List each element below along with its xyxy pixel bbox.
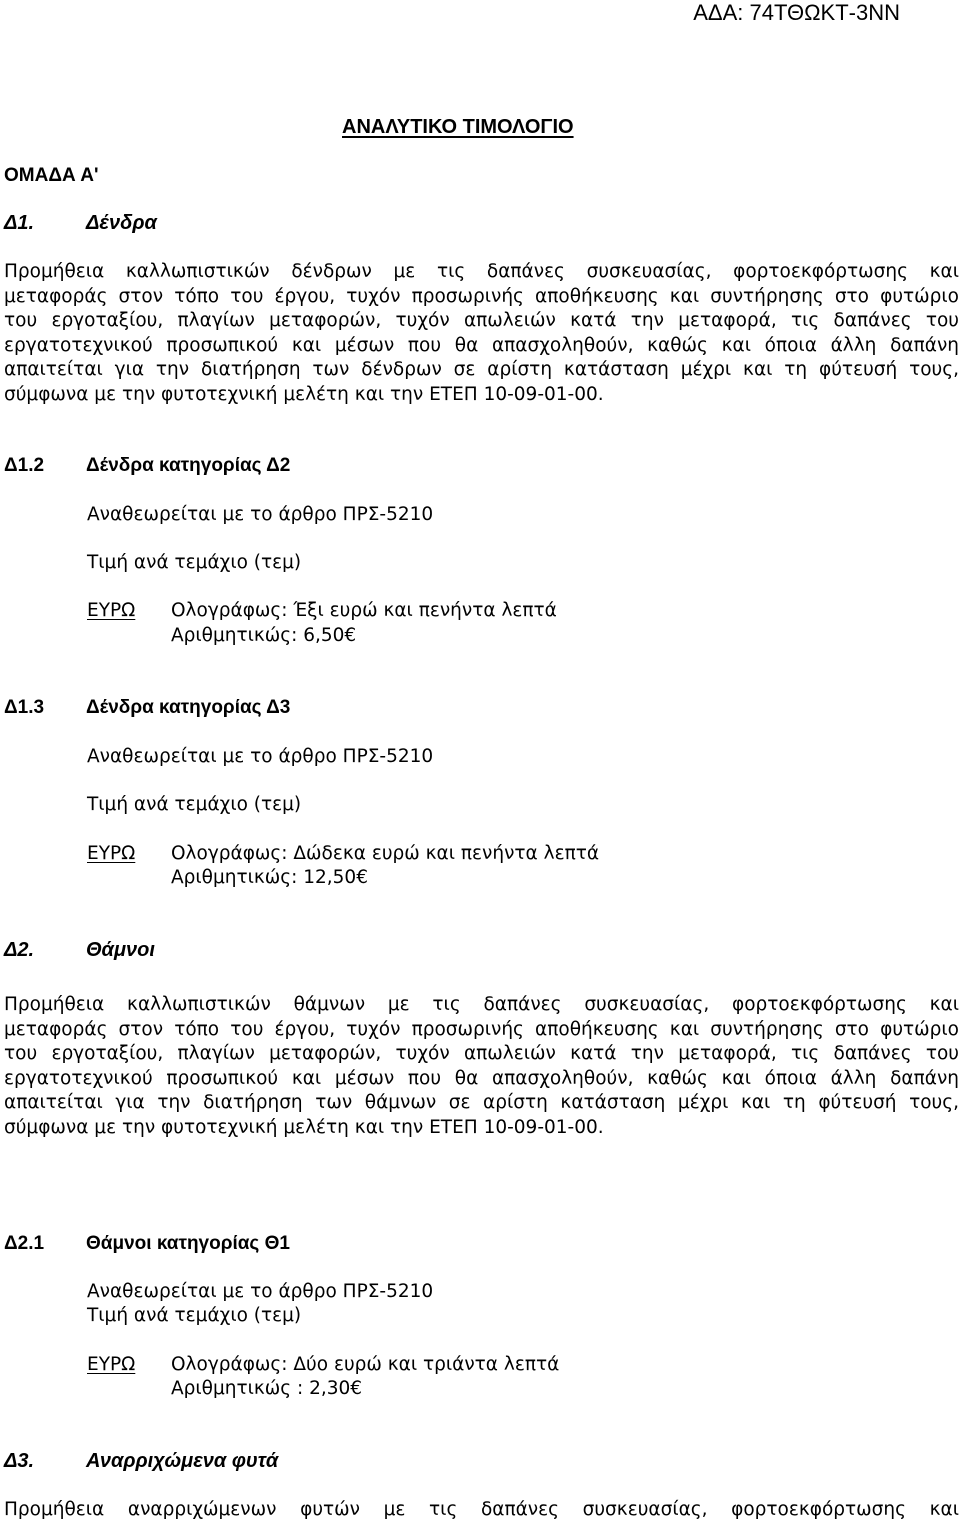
currency-label: ΕΥΡΩ — [87, 600, 136, 621]
group-title: ΟΜΑΔΑ Α' — [4, 165, 99, 186]
item-title: Θάμνοι κατηγορίας Θ1 — [86, 1233, 290, 1254]
description-line: μεταφοράς στον τόπο του έργου, τυχόν προσωρινής αποθήκευσης και συντήρησης στο φυτώριο — [4, 285, 959, 307]
item-number: Δ1.2 — [4, 455, 45, 476]
section-description — [4, 1498, 959, 1523]
description-line: σύμφωνα με την φυτοτεχνική μελέτη και την ΕΤΕΠ 10-09-01-00. — [4, 1116, 604, 1138]
item-unit: Τιμή ανά τεμάχιο (τεμ) — [87, 1305, 302, 1326]
description-line: του εργοταξίου, πλαγίων μεταφορών, τυχόν απωλειών κατά την μεταφορά, τις δαπάνες του — [4, 310, 959, 331]
price-in-words: Ολογράφως: Δώδεκα ευρώ και πενήντα λεπτά — [171, 843, 600, 864]
price-in-numbers: Αριθμητικώς : 2,30€ — [171, 1378, 363, 1399]
item-article: Αναθεωρείται με το άρθρο ΠΡΣ-5210 — [87, 504, 434, 525]
section-title: Δένδρα — [86, 212, 157, 234]
price-in-words: Ολογράφως: Έξι ευρώ και πενήντα λεπτά — [171, 600, 557, 621]
description-line: απαιτείται για την διατήρηση των θάμνων σε αρίστη κατάσταση μέχρι και τη φύτευσή τους, — [4, 1092, 959, 1113]
price-in-words: Ολογράφως: Δύο ευρώ και τριάντα λεπτά — [171, 1354, 560, 1375]
section-title: Θάμνοι — [86, 939, 155, 961]
currency-label: ΕΥΡΩ — [87, 1354, 136, 1375]
description-line: Προμήθεια καλλωπιστικών θάμνων με τις δαπάνες συσκευασίας, φορτοεκφόρτωσης και — [4, 994, 959, 1015]
item-title: Δένδρα κατηγορίας Δ3 — [86, 697, 291, 718]
item-article: Αναθεωρείται με το άρθρο ΠΡΣ-5210 — [87, 746, 434, 767]
description-line: Προμήθεια αναρριχώμενων φυτών με τις δαπάνες συσκευασίας, φορτοεκφόρτωσης και — [4, 1499, 959, 1520]
description-line: εργατοτεχνικού προσωπικού και μέσων που θα απασχοληθούν, καθώς και όποια άλλη δαπάνη — [4, 334, 959, 356]
item-unit: Τιμή ανά τεμάχιο (τεμ) — [87, 552, 302, 573]
section-title: Αναρριχώμενα φυτά — [86, 1450, 279, 1472]
price-in-numbers: Αριθμητικώς: 6,50€ — [171, 625, 357, 646]
description-line: του εργοταξίου, πλαγίων μεταφορών, τυχόν απωλειών κατά την μεταφορά, τις δαπάνες του — [4, 1043, 959, 1064]
section-number: Δ2. — [4, 939, 35, 961]
price-in-numbers: Αριθμητικώς: 12,50€ — [171, 867, 368, 888]
item-title: Δένδρα κατηγορίας Δ2 — [86, 455, 291, 476]
section-number: Δ1. — [4, 212, 35, 234]
currency-label: ΕΥΡΩ — [87, 843, 136, 864]
item-number: Δ2.1 — [4, 1233, 45, 1254]
item-unit: Τιμή ανά τεμάχιο (τεμ) — [87, 794, 302, 815]
item-number: Δ1.3 — [4, 697, 45, 718]
item-article: Αναθεωρείται με το άρθρο ΠΡΣ-5210 — [87, 1281, 434, 1302]
section-number: Δ3. — [4, 1450, 35, 1472]
document-title: ΑΝΑΛΥΤΙΚΟ ΤΙΜΟΛΟΓΙΟ — [342, 116, 574, 138]
ada-code: ΑΔΑ: 74ΤΘΩΚΤ-3ΝΝ — [693, 0, 900, 25]
description-line: μεταφοράς στον τόπο του έργου, τυχόν προσωρινής αποθήκευσης και συντήρησης στο φυτώριο — [4, 1018, 959, 1040]
description-line: εργατοτεχνικού προσωπικού και μέσων που θα απασχοληθούν, καθώς και όποια άλλη δαπάνη — [4, 1067, 959, 1089]
description-line: απαιτείται για την διατήρηση των δένδρων σε αρίστη κατάσταση μέχρι και τη φύτευσή τους, — [4, 359, 959, 380]
section-description — [4, 993, 959, 1140]
section-description — [4, 260, 959, 407]
description-line: Προμήθεια καλλωπιστικών δένδρων με τις δαπάνες συσκευασίας, φορτοεκφόρτωσης και — [4, 261, 959, 282]
description-line: σύμφωνα με την φυτοτεχνική μελέτη και την ΕΤΕΠ 10-09-01-00. — [4, 383, 604, 405]
